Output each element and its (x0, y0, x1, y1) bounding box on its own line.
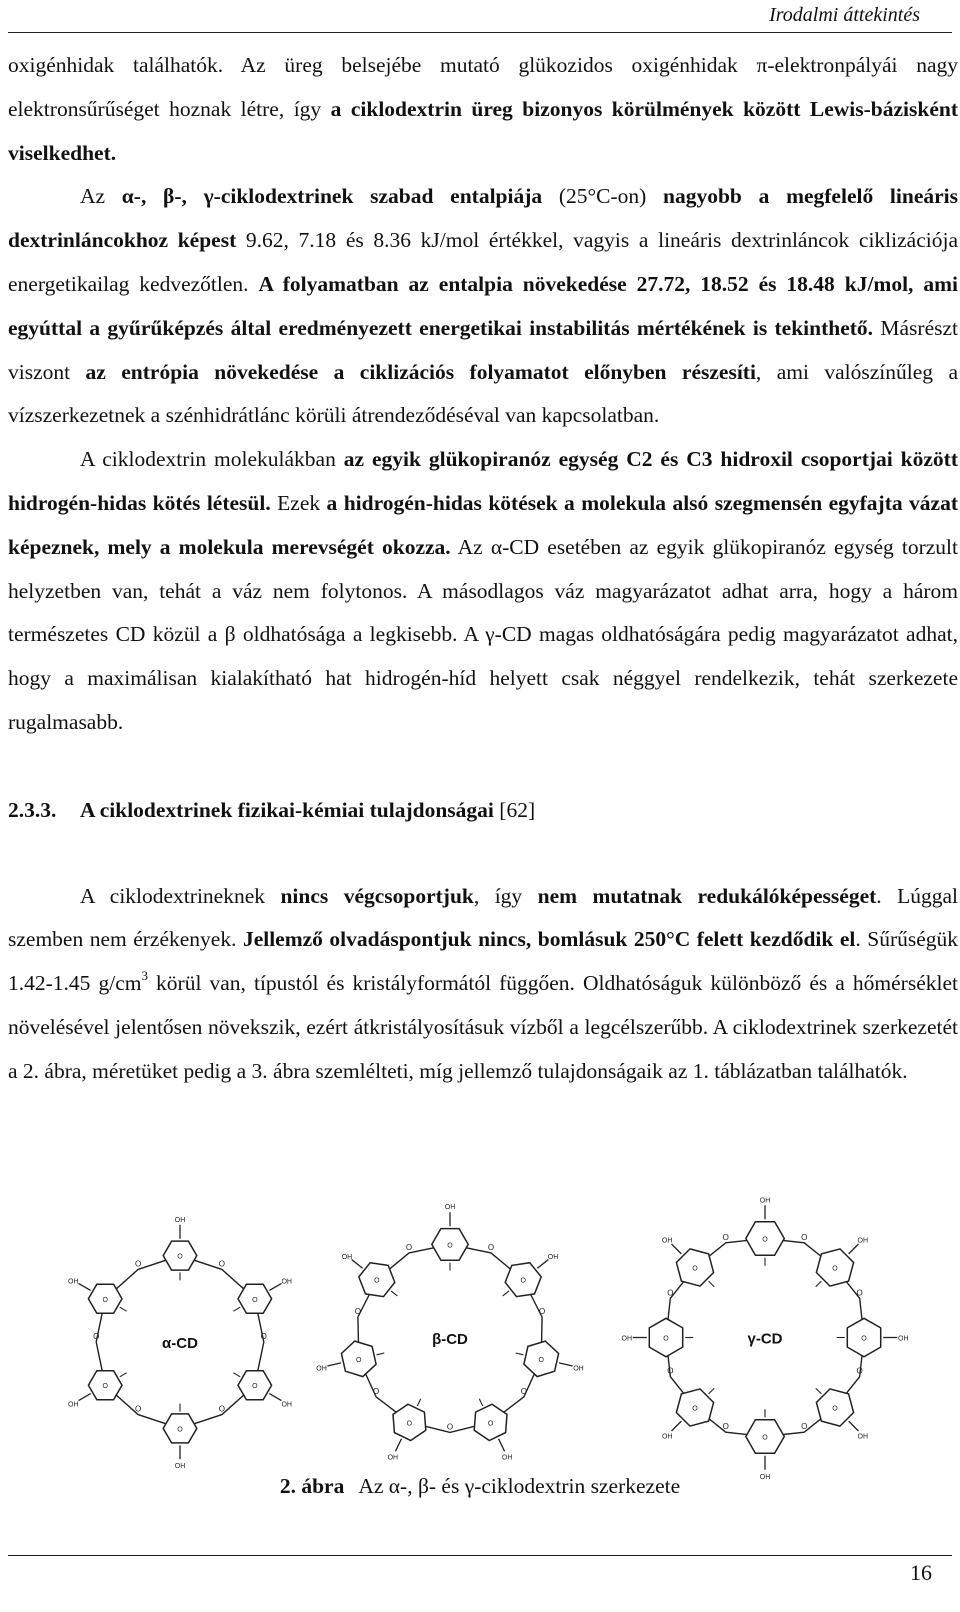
section-heading (8, 789, 958, 833)
p3-run-3: a hidrogén-hidas kötések a molekula alsó szegmensén egyfajta vázat képeznek, mely a molekula merevségét okozza. (8, 490, 958, 559)
hydroxyl-group: OH (759, 1473, 771, 1481)
oxygen-atom: O (520, 1386, 527, 1396)
oh-bond (120, 1373, 127, 1377)
oxygen-atom: O (856, 1288, 863, 1298)
ch2oh-bond (352, 1260, 363, 1269)
oxygen-atom: O (801, 1232, 808, 1242)
oh-bond (376, 1353, 384, 1355)
ch2oh-bond (671, 1244, 681, 1254)
ch2oh-bond (849, 1244, 859, 1254)
oh-bond (816, 1281, 822, 1287)
oh-bond (516, 1353, 524, 1355)
p4-run-8: körül van, típustól és kristályformától függően. Oldhatóságuk különböző és a hőmérséklet növelésével jelentősen növekszik, ezért átkristályosításuk vízből a legcélszerűbb. A ciklodextrinek szerkezetét a 2. ábra, méretüket pedig a 3. ábra szemlélteti, míg jellemző tulajdonságaik az 1. táblázatban találhatók. (8, 971, 958, 1083)
oxygen-atom: O (93, 1332, 100, 1341)
hydroxyl-group: OH (547, 1253, 559, 1261)
caption-text: Az α-, β- és γ-ciklodextrin szerkezete (358, 1474, 681, 1498)
ch2oh-bond (269, 1394, 281, 1401)
p4-run-0: A ciklodextrineknek (80, 883, 281, 908)
gamma-cd-structure (621, 1197, 909, 1481)
p2-run-3: nagyobb a megfelelő lineáris dextrinláncokhoz képest (8, 184, 959, 253)
p4-run-4: . Lúggal szemben nem érzékenyek. (8, 883, 958, 952)
ring-oxygen: O (177, 1426, 183, 1434)
p2-run-5: A folyamatban az entalpia növekedése 27.72, 18.52 és 18.48 kJ/mol, ami egyúttal a gyűrűképzés által eredményezett energetikai instabilitás mértékének is tekinthető. (8, 271, 958, 340)
oxygen-atom: O (218, 1259, 226, 1269)
hydroxyl-group: OH (573, 1365, 584, 1373)
p2-run-6: Másrészt viszont (8, 315, 958, 384)
body-text (8, 44, 958, 1094)
ch2oh-bond (79, 1283, 91, 1290)
page-header (0, 0, 960, 38)
caption-label: 2. ábra (279, 1474, 345, 1498)
p4-run-5: Jellemző olvadáspontjuk nincs, bomlásuk 250°C felett kezdődik el (242, 927, 856, 952)
oxygen-atom: O (134, 1259, 142, 1269)
ch2oh-bond (79, 1394, 91, 1401)
hydroxyl-group: OH (68, 1278, 79, 1286)
hydroxyl-group: OH (174, 1463, 186, 1471)
hydroxyl-group: OH (759, 1197, 771, 1205)
cd-type-label: α-CD (162, 1335, 198, 1352)
hydroxyl-group: OH (341, 1253, 353, 1261)
oh-bond (120, 1307, 127, 1311)
hydroxyl-group: OH (281, 1401, 292, 1409)
oxygen-atom: O (373, 1386, 380, 1396)
p2-run-1: α-, β-, γ-ciklodextrinek szabad entalpiája (121, 184, 543, 209)
p1-run-1: a ciklodextrin üreg bizonyos körülmények között Lewis-bázisként viselkedhet. (8, 96, 958, 165)
section-number: 2.3.3. (8, 797, 57, 822)
oxygen-atom: O (722, 1422, 729, 1432)
p2-run-2: (25°C-on) (542, 184, 664, 209)
ring-oxygen: O (177, 1253, 183, 1261)
paragraph-3 (8, 438, 958, 745)
figure-caption (0, 1474, 960, 1499)
ring-oxygen: O (102, 1383, 108, 1391)
ring-oxygen: O (861, 1335, 867, 1343)
oh-bond (233, 1307, 240, 1311)
p2-run-4: 9.62, 7.18 és 8.36 kJ/mol értékkel, vagyis a lineáris dextrinláncok ciklizációja energetikailag kedvezőtlen. (8, 228, 958, 296)
oxygen-atom: O (538, 1306, 546, 1316)
oxygen-atom: O (218, 1404, 226, 1414)
hydroxyl-group: OH (174, 1216, 186, 1224)
paragraph-2 (8, 175, 958, 438)
oxygen-atom: O (856, 1366, 863, 1376)
hydroxyl-group: OH (857, 1433, 869, 1441)
hydroxyl-group: OH (857, 1237, 869, 1245)
running-title: Irodalmi áttekintés (769, 4, 920, 26)
beta-cd-structure (316, 1204, 584, 1468)
oxygen-atom: O (405, 1242, 413, 1252)
p4-run-2: , így (473, 883, 538, 908)
hydroxyl-group: OH (444, 1204, 456, 1212)
section-title: A ciklodextrinek fizikai-kémiai tulajdonságai (80, 797, 494, 822)
ring-oxygen: O (102, 1296, 108, 1304)
hydroxyl-group: OH (316, 1365, 327, 1373)
oh-bond (233, 1373, 240, 1377)
p4-run-6: . Sűrűségük 1.42-1.45 g/cm (8, 927, 959, 996)
ring-oxygen: O (832, 1265, 838, 1273)
oxygen-atom: O (134, 1404, 142, 1414)
oxygen-atom: O (446, 1422, 454, 1432)
p3-run-2: Ezek (270, 490, 327, 515)
hydroxyl-group: OH (898, 1335, 909, 1343)
p3-run-1: az egyik glükopiranóz egység C2 és C3 hidroxil csoportjai között hidrogén-hidas kötés létesül. (8, 447, 958, 515)
ch2oh-bond (849, 1421, 859, 1431)
header-rule (8, 32, 952, 33)
footer-rule (8, 1555, 952, 1556)
oh-bond (816, 1388, 822, 1394)
oh-bond (503, 1291, 509, 1296)
p2-run-7: az entrópia növekedése a ciklizációs folyamatot előnyben részesíti (85, 359, 756, 384)
ring-oxygen: O (692, 1265, 698, 1273)
oxygen-atom: O (487, 1242, 495, 1252)
ch2oh-bond (671, 1421, 681, 1431)
p4-run-1: nincs végcsoportjuk (280, 883, 474, 908)
ch2oh-bond (559, 1363, 573, 1366)
p4-run-7: 3 (141, 968, 148, 984)
ring-oxygen: O (447, 1242, 453, 1250)
ring-oxygen: O (832, 1405, 838, 1413)
ring-oxygen: O (487, 1420, 494, 1428)
p3-run-0: A ciklodextrin molekulákban (80, 447, 344, 472)
hydroxyl-group: OH (661, 1433, 673, 1441)
hydroxyl-group: OH (621, 1335, 632, 1343)
hydroxyl-group: OH (387, 1454, 399, 1462)
oxygen-atom: O (667, 1288, 674, 1298)
alpha-cd-structure (60, 1216, 300, 1471)
ring-oxygen: O (252, 1296, 258, 1304)
ch2oh-bond (537, 1260, 548, 1269)
ch2oh-bond (269, 1283, 281, 1290)
oxygen-atom: O (667, 1366, 674, 1376)
ring-oxygen: O (520, 1277, 526, 1285)
hydroxyl-group: OH (68, 1401, 79, 1409)
p1-run-0: oxigénhidak találhatók. Az üreg belsejébe mutató glükozidos oxigénhidak π-elektronpályái nagy elektronsűrűséget hoznak létre, így (8, 53, 958, 121)
paragraph-4 (8, 875, 958, 1094)
ring-oxygen: O (538, 1356, 544, 1364)
hydroxyl-group: OH (501, 1454, 513, 1462)
ch2oh-bond (395, 1439, 401, 1452)
ring-oxygen: O (356, 1356, 362, 1364)
hydroxyl-group: OH (281, 1278, 292, 1286)
oxygen-atom: O (801, 1422, 808, 1432)
oh-bond (709, 1281, 715, 1287)
page-number: 16 (910, 1560, 932, 1585)
ring-oxygen: O (252, 1383, 258, 1391)
paragraph-1 (8, 44, 958, 175)
p2-run-8: , ami valószínűleg a vízszerkezetnek a szénhidrátlánc körüli átrendeződéséval van kapcsolatban. (8, 359, 958, 428)
section-ref: [62] (499, 797, 536, 822)
ring-oxygen: O (762, 1236, 768, 1244)
cyclodextrin-figures (60, 1197, 920, 1481)
cd-type-label: γ-CD (747, 1330, 783, 1348)
p4-run-3: nem mutatnak redukálóképességet (537, 883, 877, 908)
oh-bond (391, 1291, 397, 1296)
ring-oxygen: O (762, 1434, 768, 1442)
p3-run-4: Az α-CD esetében az egyik glükopiranóz egység torzult helyzetben van, tehát a váz nem folytonos. A másodlagos váz magyarázatot adhat arra, hogy a három természetes CD közül a β oldhatósága a legkisebb. A γ-CD magas oldhatóságára pedig magyarázatot adhat, hogy a maximálisan kialakítható hat hidrogén-híd helyett csak néggyel rendelkezik, tehát szerkezete rugalmasabb. (8, 534, 959, 734)
oh-bond (417, 1399, 420, 1406)
cd-type-label: β-CD (432, 1331, 468, 1348)
ring-oxygen: O (374, 1277, 380, 1285)
p2-run-0: Az (80, 184, 122, 209)
ring-oxygen: O (692, 1405, 698, 1413)
ring-oxygen: O (406, 1420, 413, 1428)
oxygen-atom: O (260, 1332, 267, 1341)
hydroxyl-group: OH (661, 1237, 673, 1245)
oh-bond (709, 1388, 715, 1394)
ring-oxygen: O (663, 1335, 669, 1343)
oxygen-atom: O (722, 1232, 729, 1242)
ch2oh-bond (499, 1439, 505, 1452)
oh-bond (479, 1399, 482, 1406)
oxygen-atom: O (354, 1306, 362, 1316)
ch2oh-bond (327, 1363, 341, 1366)
